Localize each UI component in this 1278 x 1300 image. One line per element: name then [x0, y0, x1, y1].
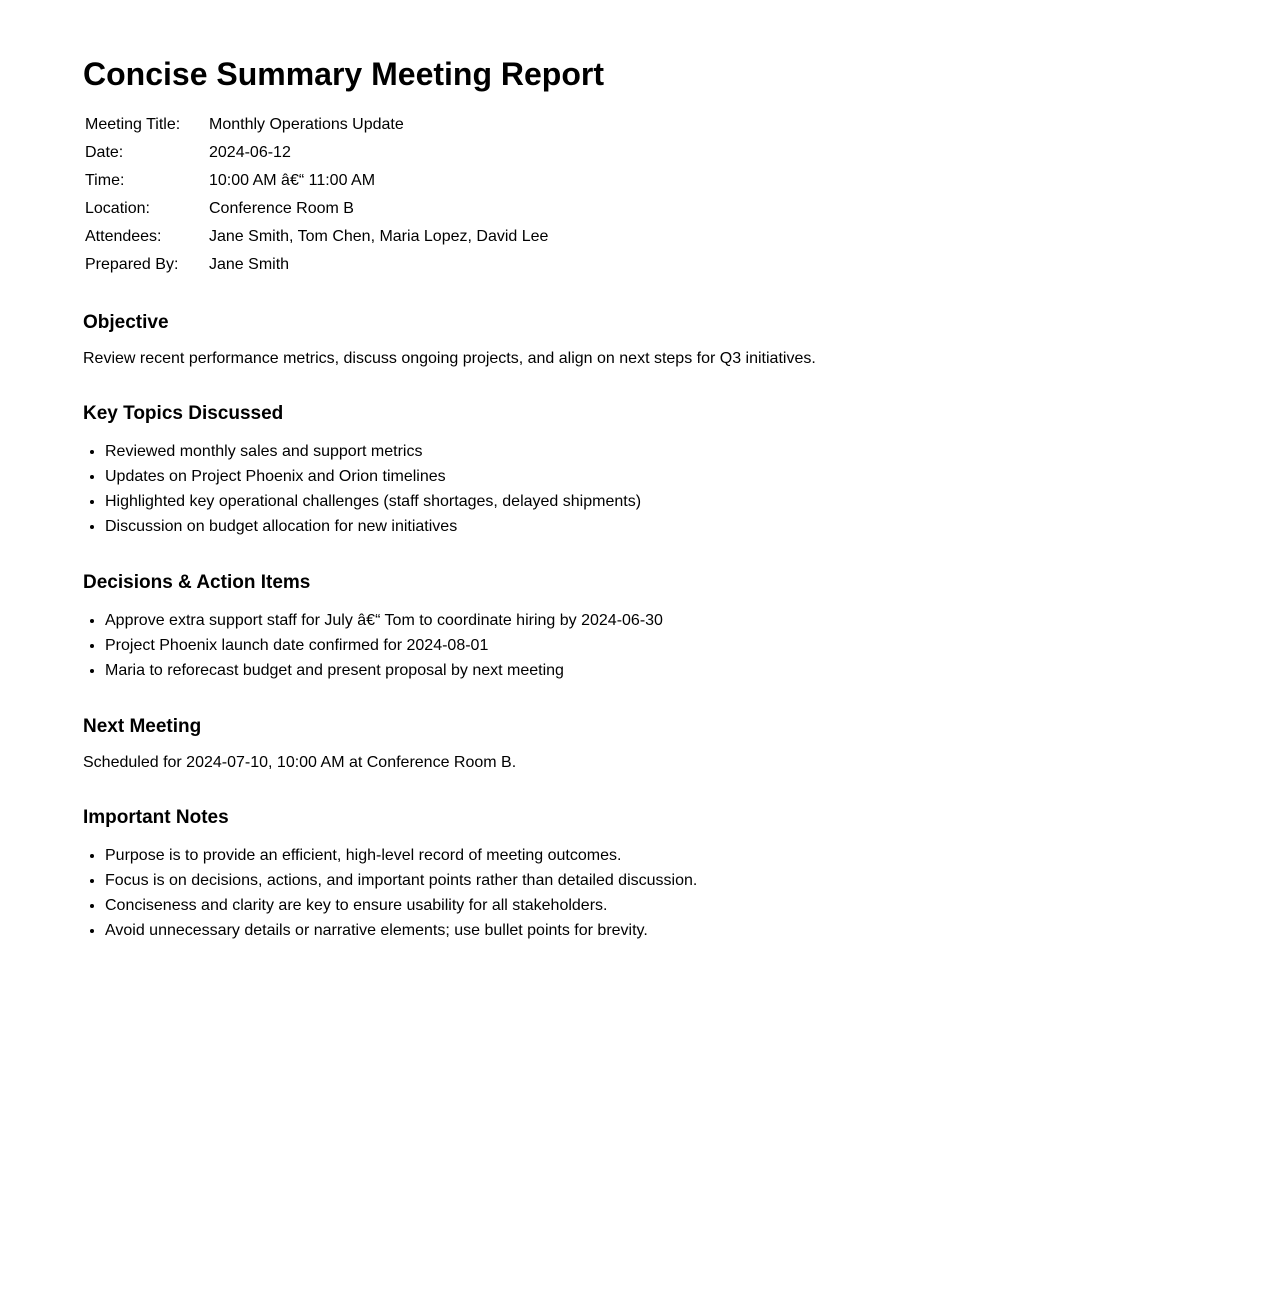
list-item: • Conciseness and clarity are key to ensure usability for all stakeholders.	[105, 893, 1198, 918]
section-important-notes	[83, 807, 1198, 943]
meta-label: Prepared By:	[85, 256, 179, 273]
list-item: • Project Phoenix launch date confirmed for 2024-08-01	[105, 633, 1198, 658]
key-topics-list	[83, 439, 1198, 539]
list-item: • Maria to reforecast budget and present proposal by next meeting	[105, 658, 1198, 683]
objective-text: Review recent performance metrics, discuss ongoing projects, and align on next steps for Q3 initiatives.	[83, 350, 816, 367]
list-item: • Purpose is to provide an efficient, high-level record of meeting outcomes.	[105, 843, 1198, 868]
list-item: • Updates on Project Phoenix and Orion timelines	[105, 464, 1198, 489]
next-meeting-text: Scheduled for 2024-07-10, 10:00 AM at Conference Room B.	[83, 754, 517, 771]
important-notes-list	[83, 843, 1198, 943]
meta-value: Conference Room B	[209, 200, 354, 217]
meta-value: Jane Smith	[209, 256, 290, 273]
section-heading-decisions-actions: Decisions & Action Items	[83, 572, 311, 593]
section-objective	[83, 312, 1198, 370]
meta-label: Attendees:	[85, 228, 162, 245]
meta-row-time	[85, 167, 1198, 195]
meta-label: Date:	[85, 144, 124, 161]
list-item: • Approve extra support staff for July â€“ Tom to coordinate hiring by 2024-06-30	[105, 608, 1198, 633]
meta-row-date	[85, 139, 1198, 167]
section-decisions-actions	[83, 572, 1198, 683]
meta-row-location	[85, 195, 1198, 223]
section-heading-next-meeting: Next Meeting	[83, 716, 202, 737]
meta-row-meeting-title	[85, 111, 1198, 139]
section-key-topics	[83, 403, 1198, 539]
report-title: Concise Summary Meeting Report	[83, 56, 604, 92]
meta-label: Location:	[85, 200, 150, 217]
meta-value: 2024-06-12	[209, 144, 291, 161]
decisions-actions-list	[83, 608, 1198, 683]
meta-row-prepared-by	[85, 251, 1198, 279]
meta-label: Meeting Title:	[85, 116, 181, 133]
meta-value: Monthly Operations Update	[209, 116, 404, 133]
meta-value: 10:00 AM â€“ 11:00 AM	[209, 172, 376, 189]
list-item: • Discussion on budget allocation for new initiatives	[105, 514, 1198, 539]
meta-row-attendees	[85, 223, 1198, 251]
list-item: • Reviewed monthly sales and support metrics	[105, 439, 1198, 464]
list-item: • Focus is on decisions, actions, and important points rather than detailed discussion.	[105, 868, 1198, 893]
section-next-meeting	[83, 716, 1198, 774]
meta-value: Jane Smith, Tom Chen, Maria Lopez, David Lee	[209, 228, 549, 245]
meeting-meta	[85, 111, 1198, 279]
list-item: • Highlighted key operational challenges (staff shortages, delayed shipments)	[105, 489, 1198, 514]
list-item: • Avoid unnecessary details or narrative elements; use bullet points for brevity.	[105, 918, 1198, 943]
section-heading-objective: Objective	[83, 312, 169, 333]
meta-label: Time:	[85, 172, 125, 189]
section-heading-important-notes: Important Notes	[83, 807, 229, 828]
section-heading-key-topics: Key Topics Discussed	[83, 403, 284, 424]
